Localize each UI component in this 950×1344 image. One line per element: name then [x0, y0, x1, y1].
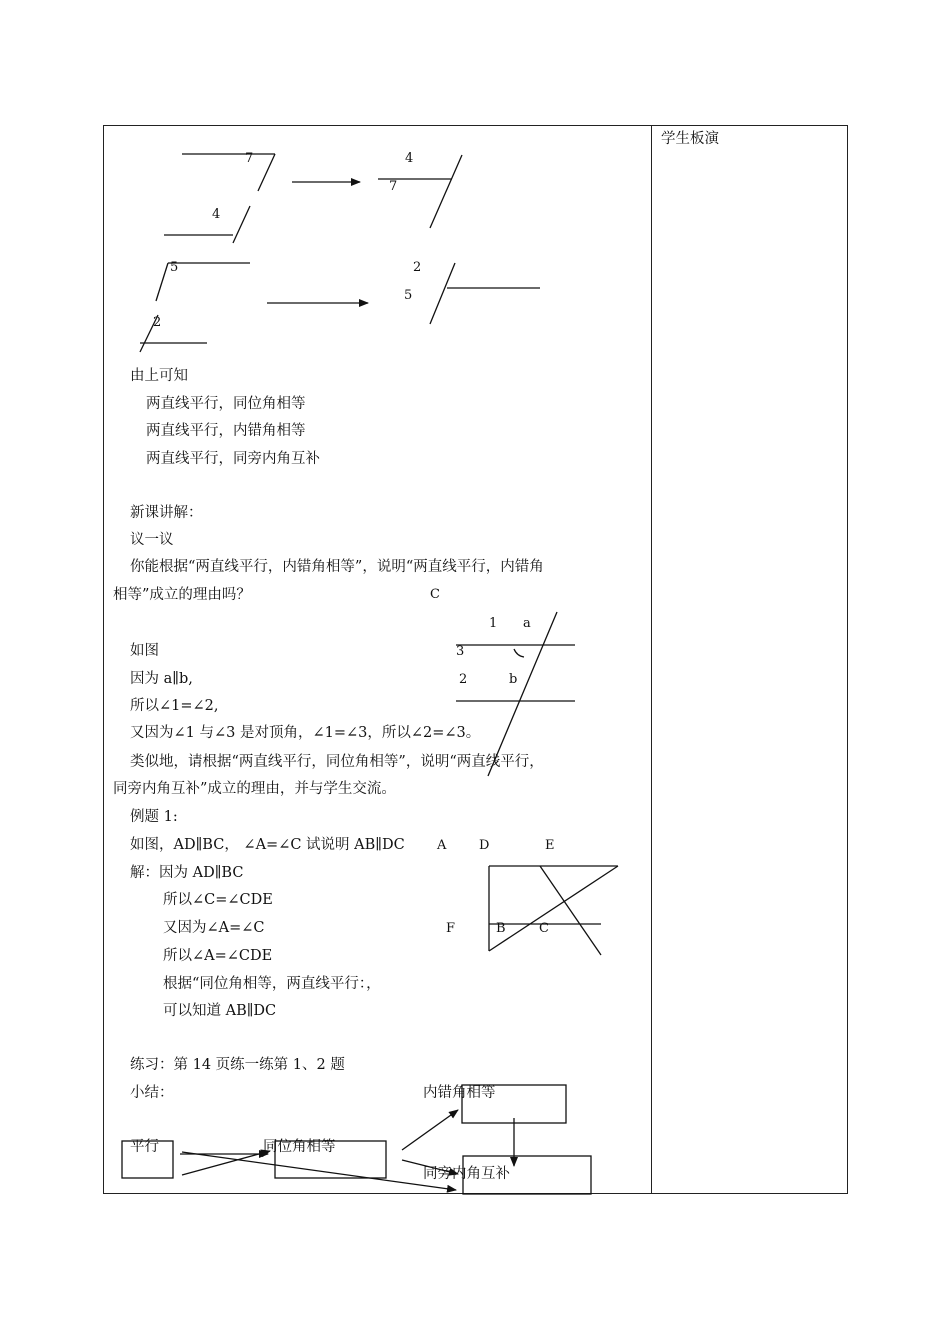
figure-label: 1: [489, 616, 498, 631]
diagram-node-alternate: 内错角相等: [423, 1085, 496, 1101]
conclusion-item: 两直线平行，同旁内角互补: [146, 451, 320, 467]
example-statement: 如图，AD∥BC， ∠A=∠C 试说明 AB∥DC: [130, 837, 405, 853]
figure-label: 7: [389, 179, 398, 194]
figure-label: E: [545, 838, 555, 853]
figure-label: A: [437, 838, 447, 853]
section-heading: 议一议: [130, 532, 174, 548]
diagram-node-interior: 同旁内角互补: [423, 1166, 510, 1182]
figure-label: 2: [413, 260, 422, 275]
figure-label: F: [446, 921, 456, 936]
conclusion-intro: 由上可知: [130, 368, 188, 384]
question-text: 你能根据“两直线平行，内错角相等”，说明“两直线平行，内错角: [130, 559, 544, 575]
figure-label: 3: [456, 644, 465, 659]
proof-line: 因为 a∥b,: [130, 671, 193, 687]
diagram-node-parallel: 平行: [130, 1139, 159, 1155]
side-column-title: 学生板演: [661, 131, 719, 147]
figure-label: 2: [459, 672, 468, 687]
figure-label: 7: [245, 151, 254, 166]
summary-label: 小结：: [130, 1085, 174, 1101]
conclusion-item: 两直线平行，同位角相等: [146, 396, 306, 412]
question-text: 相等”成立的理由吗？: [113, 587, 251, 603]
figure-label: 4: [405, 151, 414, 166]
example-title: 例题 1:: [130, 809, 178, 825]
diagram-node-corresponding: 同位角相等: [263, 1139, 336, 1155]
practice-text: 练习：第 14 页练一练第 1、2 题: [130, 1057, 345, 1073]
figure-label: D: [479, 838, 490, 853]
solution-line: 又因为∠A=∠C: [163, 920, 265, 936]
solution-line: 所以∠C=∠CDE: [163, 892, 273, 908]
proof-line: 如图: [130, 643, 159, 659]
solution-line: 所以∠A=∠CDE: [163, 948, 273, 964]
similar-text: 类似地，请根据“两直线平行，同位角相等”，说明“两直线平行，: [130, 754, 544, 770]
figure-label: 4: [212, 207, 221, 222]
similar-text: 同旁内角互补”成立的理由，并与学生交流。: [113, 781, 396, 797]
figure-label: 2: [153, 315, 162, 330]
proof-line: 所以∠1=∠2,: [130, 698, 219, 714]
solution-line: 解：因为 AD∥BC: [130, 865, 244, 881]
figure-label: C: [539, 921, 549, 936]
figure-label: 5: [170, 260, 179, 275]
conclusion-item: 两直线平行，内错角相等: [146, 423, 306, 439]
figure-label: a: [523, 616, 531, 631]
solution-line: 可以知道 AB∥DC: [163, 1003, 277, 1019]
section-heading: 新课讲解：: [130, 505, 203, 521]
figure-label: b: [509, 672, 518, 687]
figure-label: 5: [404, 288, 413, 303]
figure-label: C: [430, 587, 440, 602]
solution-line: 根据“同位角相等，两直线平行：，: [163, 976, 381, 992]
proof-line: 又因为∠1 与∠3 是对顶角，∠1=∠3，所以∠2=∠3。: [130, 725, 481, 741]
figure-label: B: [496, 921, 506, 936]
